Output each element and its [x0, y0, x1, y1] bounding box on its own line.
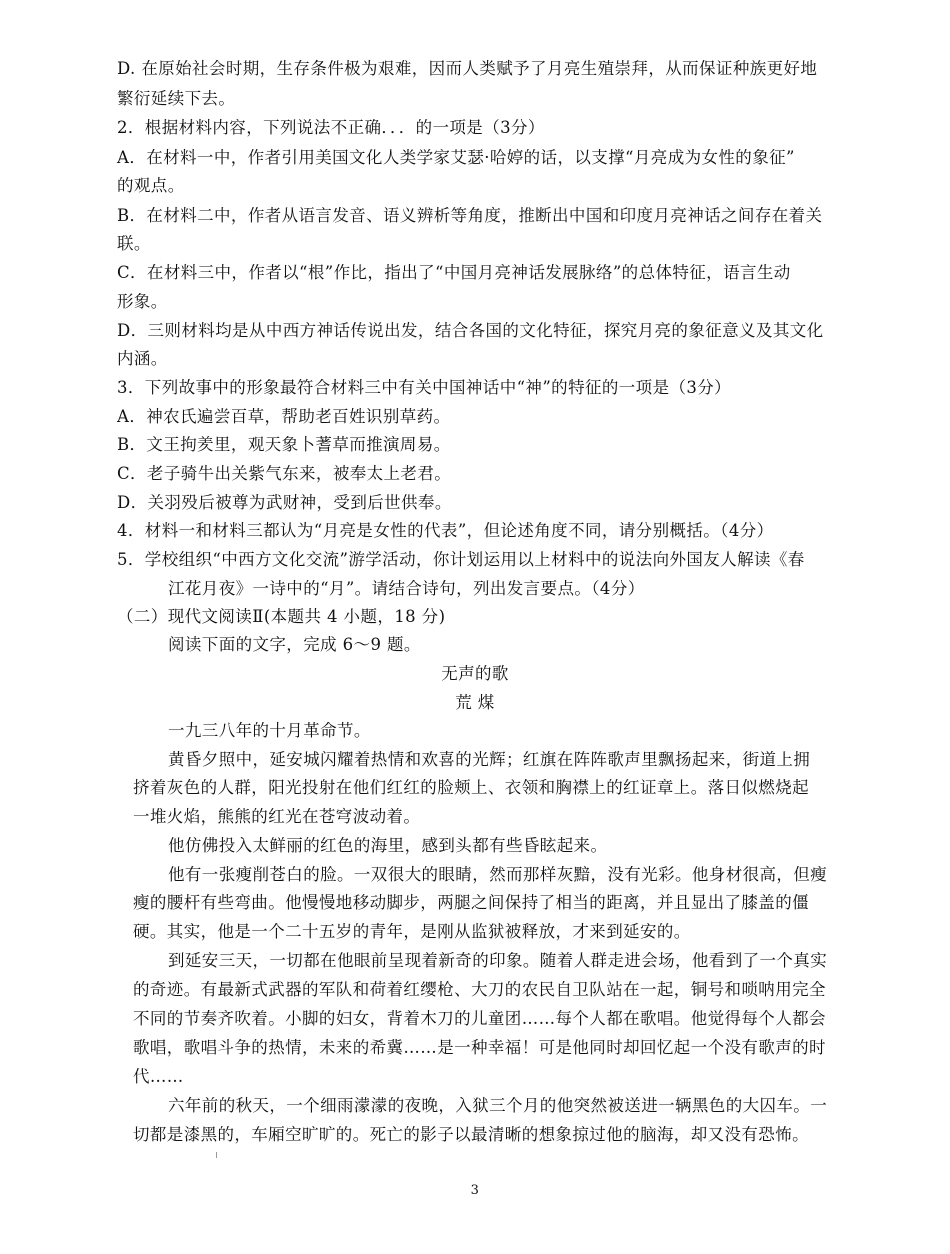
- text-line: 形象。: [117, 292, 168, 311]
- paragraph-line: 不同的节奏齐吹着。小脚的妇女，背着木刀的儿童团……每个人都在歌唱。他觉得每个人都会: [133, 1009, 826, 1028]
- text-line: D. 在原始社会时期，生存条件极为艰难，因而人类赋予了月亮生殖崇拜，从而保证种族更好地: [117, 59, 818, 78]
- paragraph-line: 一堆火焰，熊熊的红光在苍穹波动着。: [133, 807, 421, 826]
- paragraph-line: 他仿佛投入太鲜丽的红色的海里，感到头都有些昏眩起来。: [168, 836, 608, 855]
- option-2a: A．在材料一中，作者引用美国文化人类学家艾瑟·哈婷的话，以支撑“月亮成为女性的象征”: [117, 148, 795, 167]
- option-3c: C．老子骑牛出关紫气东来，被奉太上老君。: [117, 464, 452, 483]
- option-2c: C．在材料三中，作者以“根”作比，指出了“中国月亮神话发展脉络”的总体特征，语言生动: [117, 263, 791, 282]
- text-line: 联。: [117, 234, 151, 253]
- paragraph-line: 的奇迹。有最新式武器的军队和荷着红缨枪、大刀的农民自卫队站在一起，铜号和唢呐用完全: [133, 980, 826, 999]
- paragraph-line: 黄昏夕照中，延安城闪耀着热情和欢喜的光辉；红旗在阵阵歌声里飘扬起来，街道上拥: [168, 750, 811, 769]
- question-3: 3．下列故事中的形象最符合材料三中有关中国神话中“神”的特征的一项是（3分）: [117, 378, 732, 397]
- text-line: 繁衍延续下去。: [117, 89, 236, 108]
- text-line: 内涵。: [117, 349, 168, 368]
- paragraph-line: 一九三八年的十月革命节。: [168, 721, 371, 740]
- paragraph-line: 瘦的腰杆有些弯曲。他慢慢地移动脚步，两腿之间保持了相当的距离，并且显出了膝盖的僵: [133, 893, 809, 912]
- paragraph-line: 到延安三天，一切都在他眼前呈现着新奇的印象。随着人群走进会场，他看到了一个真实: [168, 951, 828, 970]
- question-5: 5．学校组织“中西方文化交流”游学活动，你计划运用以上材料中的说法向外国友人解读《春: [117, 550, 805, 569]
- text-line: 的观点。: [117, 176, 185, 195]
- option-3b: B．文王拘羑里，观天象卜蓍草而推演周易。: [117, 435, 451, 454]
- text-line: 江花月夜》一诗中的“月”。请结合诗句，列出发言要点。（4分）: [168, 579, 645, 598]
- section-heading: （二）现代文阅读Ⅱ(本题共 4 小题，18 分): [117, 607, 446, 626]
- paragraph-line: 切都是漆黑的，车厢空旷旷的。死亡的影子以最清晰的想象掠过他的脑海，却又没有恐怖。: [133, 1125, 809, 1144]
- paragraph-line: 歌唱，歌唱斗争的热情，未来的希冀……是一种幸福！可是他同时却回忆起一个没有歌声的时: [133, 1038, 826, 1057]
- passage-author: 荒 煤: [455, 693, 495, 712]
- option-2d: D．三则材料均是从中西方神话传说出发，结合各国的文化特征，探究月亮的象征意义及其文化: [117, 321, 824, 340]
- paragraph-line: 硬。其实，他是一个二十五岁的青年，是刚从监狱被释放，才来到延安的。: [133, 922, 691, 941]
- option-3a: A．神农氏遍尝百草，帮助老百姓识别草药。: [117, 407, 451, 426]
- scan-mark: [216, 1152, 217, 1158]
- option-2b: B．在材料二中，作者从语言发音、语义辨析等角度，推断出中国和印度月亮神话之间存在着关: [117, 206, 823, 225]
- question-4: 4．材料一和材料三都认为“月亮是女性的代表”，但论述角度不同，请分别概括。（4分）: [117, 521, 774, 540]
- option-3d: D．关羽殁后被尊为武财神，受到后世供奉。: [117, 493, 452, 512]
- question-2: 2．根据材料内容，下列说法不正确．．．的一项是（3分）: [117, 118, 545, 137]
- instruction: 阅读下面的文字，完成 6～9 题。: [168, 635, 421, 654]
- paragraph-line: 代……: [133, 1067, 184, 1086]
- paragraph-line: 挤着灰色的人群，阳光投射在他们红红的脸颊上、衣领和胸襟上的红证章上。落日似燃烧起: [133, 778, 809, 797]
- paragraph-line: 他有一张瘦削苍白的脸。一双很大的眼睛，然而那样灰黯，没有光彩。他身材很高，但瘦: [168, 865, 828, 884]
- passage-title: 无声的歌: [441, 664, 509, 683]
- page-number: 3: [470, 1183, 480, 1198]
- paragraph-line: 六年前的秋天，一个细雨濛濛的夜晚，入狱三个月的他突然被送进一辆黑色的大囚车。一: [168, 1096, 828, 1115]
